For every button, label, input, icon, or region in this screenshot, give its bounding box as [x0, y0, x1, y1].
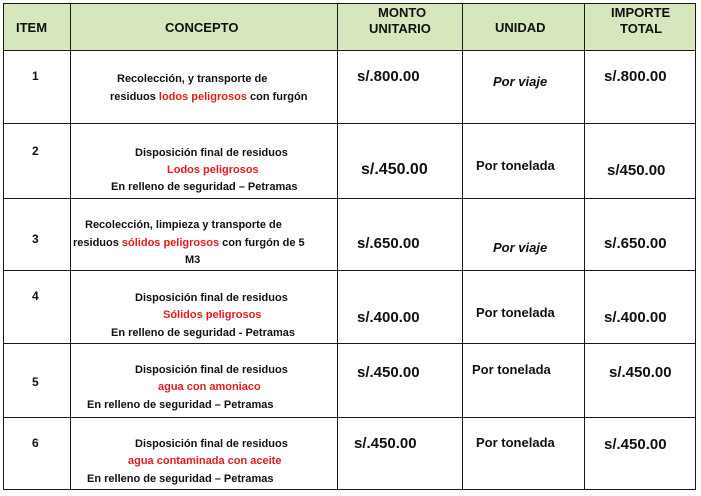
row-concept-line2: agua contaminada con aceite [128, 455, 282, 467]
row-importe-total: s/.650.00 [604, 235, 667, 252]
row-concept-line1: Recolección, limpieza y transporte de [85, 219, 282, 231]
row-concept-line2: Sólidos peligrosos [163, 309, 262, 321]
row-concept-line1: Disposición final de residuos [135, 292, 288, 304]
row-item-number: 4 [32, 289, 39, 303]
row-unidad: Por tonelada [476, 305, 555, 320]
header-monto-line1: MONTO [378, 5, 427, 20]
header-concepto: CONCEPTO [165, 20, 239, 35]
row-concept-line3: En relleno de seguridad – Petramas [111, 181, 298, 193]
row-unidad: Por viaje [493, 240, 548, 255]
row-concept-line2: residuos sólidos peligrosos con furgón de 5 [73, 237, 305, 249]
row-concept-line2: residuos lodos peligrosos con furgón [110, 91, 308, 103]
row-unidad: Por viaje [493, 74, 548, 89]
header-item: ITEM [16, 20, 48, 35]
row-importe-total: s/.400.00 [604, 309, 667, 326]
row-monto-unitario: s/.400.00 [357, 309, 420, 326]
row-item-number: 1 [32, 69, 39, 83]
row-concept-line3: En relleno de seguridad – Petramas [87, 473, 274, 485]
header-importe-line2: TOTAL [620, 21, 663, 36]
row-monto-unitario: s/.450.00 [357, 364, 420, 381]
row-importe-total: s/450.00 [607, 162, 666, 179]
row-concept-line3: En relleno de seguridad – Petramas [87, 399, 274, 411]
row-importe-total: s/.800.00 [604, 68, 667, 85]
row-concept-line1: Recolección, y transporte de [117, 73, 268, 85]
header-monto-line2: UNITARIO [369, 21, 431, 36]
row-concept-line1: Disposición final de residuos [135, 438, 288, 450]
row-item-number: 2 [32, 144, 39, 158]
row-importe-total: s/.450.00 [604, 436, 667, 453]
row-monto-unitario: s/.650.00 [357, 235, 420, 252]
row-item-number: 3 [32, 232, 39, 246]
row-item-number: 5 [32, 375, 39, 389]
row-unidad: Por tonelada [476, 435, 555, 450]
row-item-number: 6 [32, 436, 39, 450]
row-concept-line3: M3 [185, 254, 201, 266]
row-monto-unitario: s/.800.00 [357, 68, 420, 85]
header-background [3, 3, 695, 50]
row-unidad: Por tonelada [476, 158, 555, 173]
header-unidad: UNIDAD [495, 20, 546, 35]
header-importe-line1: IMPORTE [611, 5, 671, 20]
row-importe-total: s/.450.00 [609, 364, 672, 381]
row-concept-line1: Disposición final de residuos [135, 364, 288, 376]
row-monto-unitario: s/.450.00 [354, 435, 417, 452]
row-concept-line3: En relleno de seguridad - Petramas [111, 327, 296, 339]
row-concept-line2: agua con amoniaco [158, 381, 261, 393]
row-concept-line1: Disposición final de residuos [135, 147, 288, 159]
row-concept-line2: Lodos peligrosos [167, 164, 259, 176]
row-monto-unitario: s/.450.00 [361, 161, 428, 178]
row-unidad: Por tonelada [472, 362, 551, 377]
